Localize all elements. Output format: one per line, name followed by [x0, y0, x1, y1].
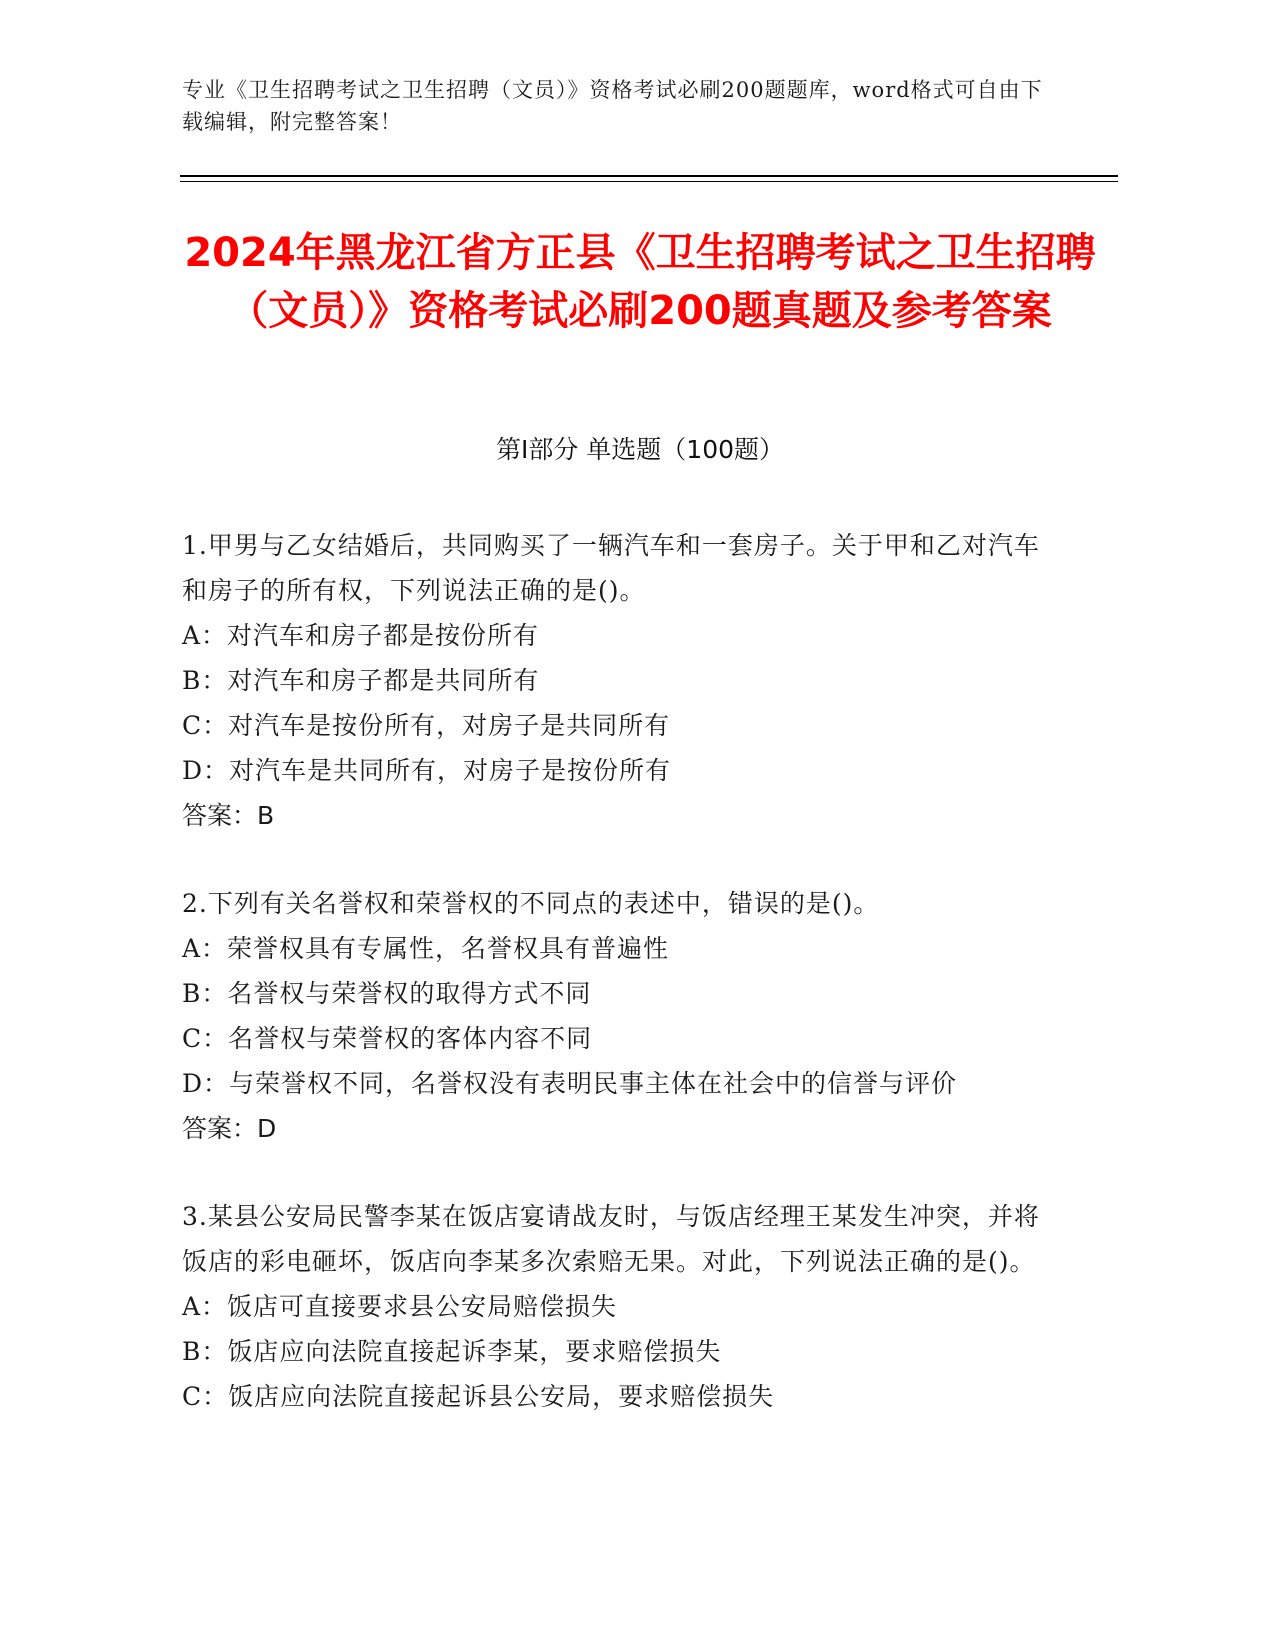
option-d: D：对汽车是共同所有，对房子是按份所有	[182, 756, 672, 785]
section-heading: 第Ⅰ部分 单选题（100题）	[495, 435, 785, 464]
header-note: 专业《卫生招聘考试之卫生招聘（文员）》资格考试必刷200题题库，word格式可自由下载编辑，附完整答案！	[182, 78, 1043, 134]
option-c: C：饭店应向法院直接起诉县公安局，要求赔偿损失	[182, 1382, 775, 1411]
question-2	[182, 881, 1062, 1151]
answer: 答案：D	[182, 1114, 277, 1143]
option-d: D：与荣誉权不同，名誉权没有表明民事主体在社会中的信誉与评价	[182, 1069, 958, 1098]
option-a: A：对汽车和房子都是按份所有	[182, 621, 540, 650]
document-title: 2024年黑龙江省方正县《卫生招聘考试之卫生招聘（文员）》资格考试必刷200题真题及参考答案	[184, 230, 1096, 334]
option-b: B：对汽车和房子都是共同所有	[182, 666, 540, 695]
question-text: 2.下列有关名誉权和荣誉权的不同点的表述中，错误的是()。	[182, 889, 880, 918]
answer: 答案：B	[182, 801, 275, 830]
header-divider-thick	[180, 175, 1118, 177]
option-a: A：饭店可直接要求县公安局赔偿损失	[182, 1292, 618, 1321]
question-3	[182, 1194, 1062, 1419]
header-divider-thin	[180, 181, 1118, 182]
option-b: B：名誉权与荣誉权的取得方式不同	[182, 979, 592, 1008]
question-text: 1.甲男与乙女结婚后，共同购买了一辆汽车和一套房子。关于甲和乙对汽车和房子的所有权，下列说法正确的是()。	[182, 531, 1040, 605]
option-c: C：对汽车是按份所有，对房子是共同所有	[182, 711, 671, 740]
option-c: C：名誉权与荣誉权的客体内容不同	[182, 1024, 593, 1053]
question-text: 3.某县公安局民警李某在饭店宴请战友时，与饭店经理王某发生冲突，并将饭店的彩电砸坏，饭店向李某多次索赔无果。对此，下列说法正确的是()。	[182, 1202, 1040, 1276]
question-list	[182, 523, 1062, 1462]
option-a: A：荣誉权具有专属性，名誉权具有普遍性	[182, 934, 670, 963]
option-b: B：饭店应向法院直接起诉李某，要求赔偿损失	[182, 1337, 722, 1366]
question-1	[182, 523, 1062, 838]
